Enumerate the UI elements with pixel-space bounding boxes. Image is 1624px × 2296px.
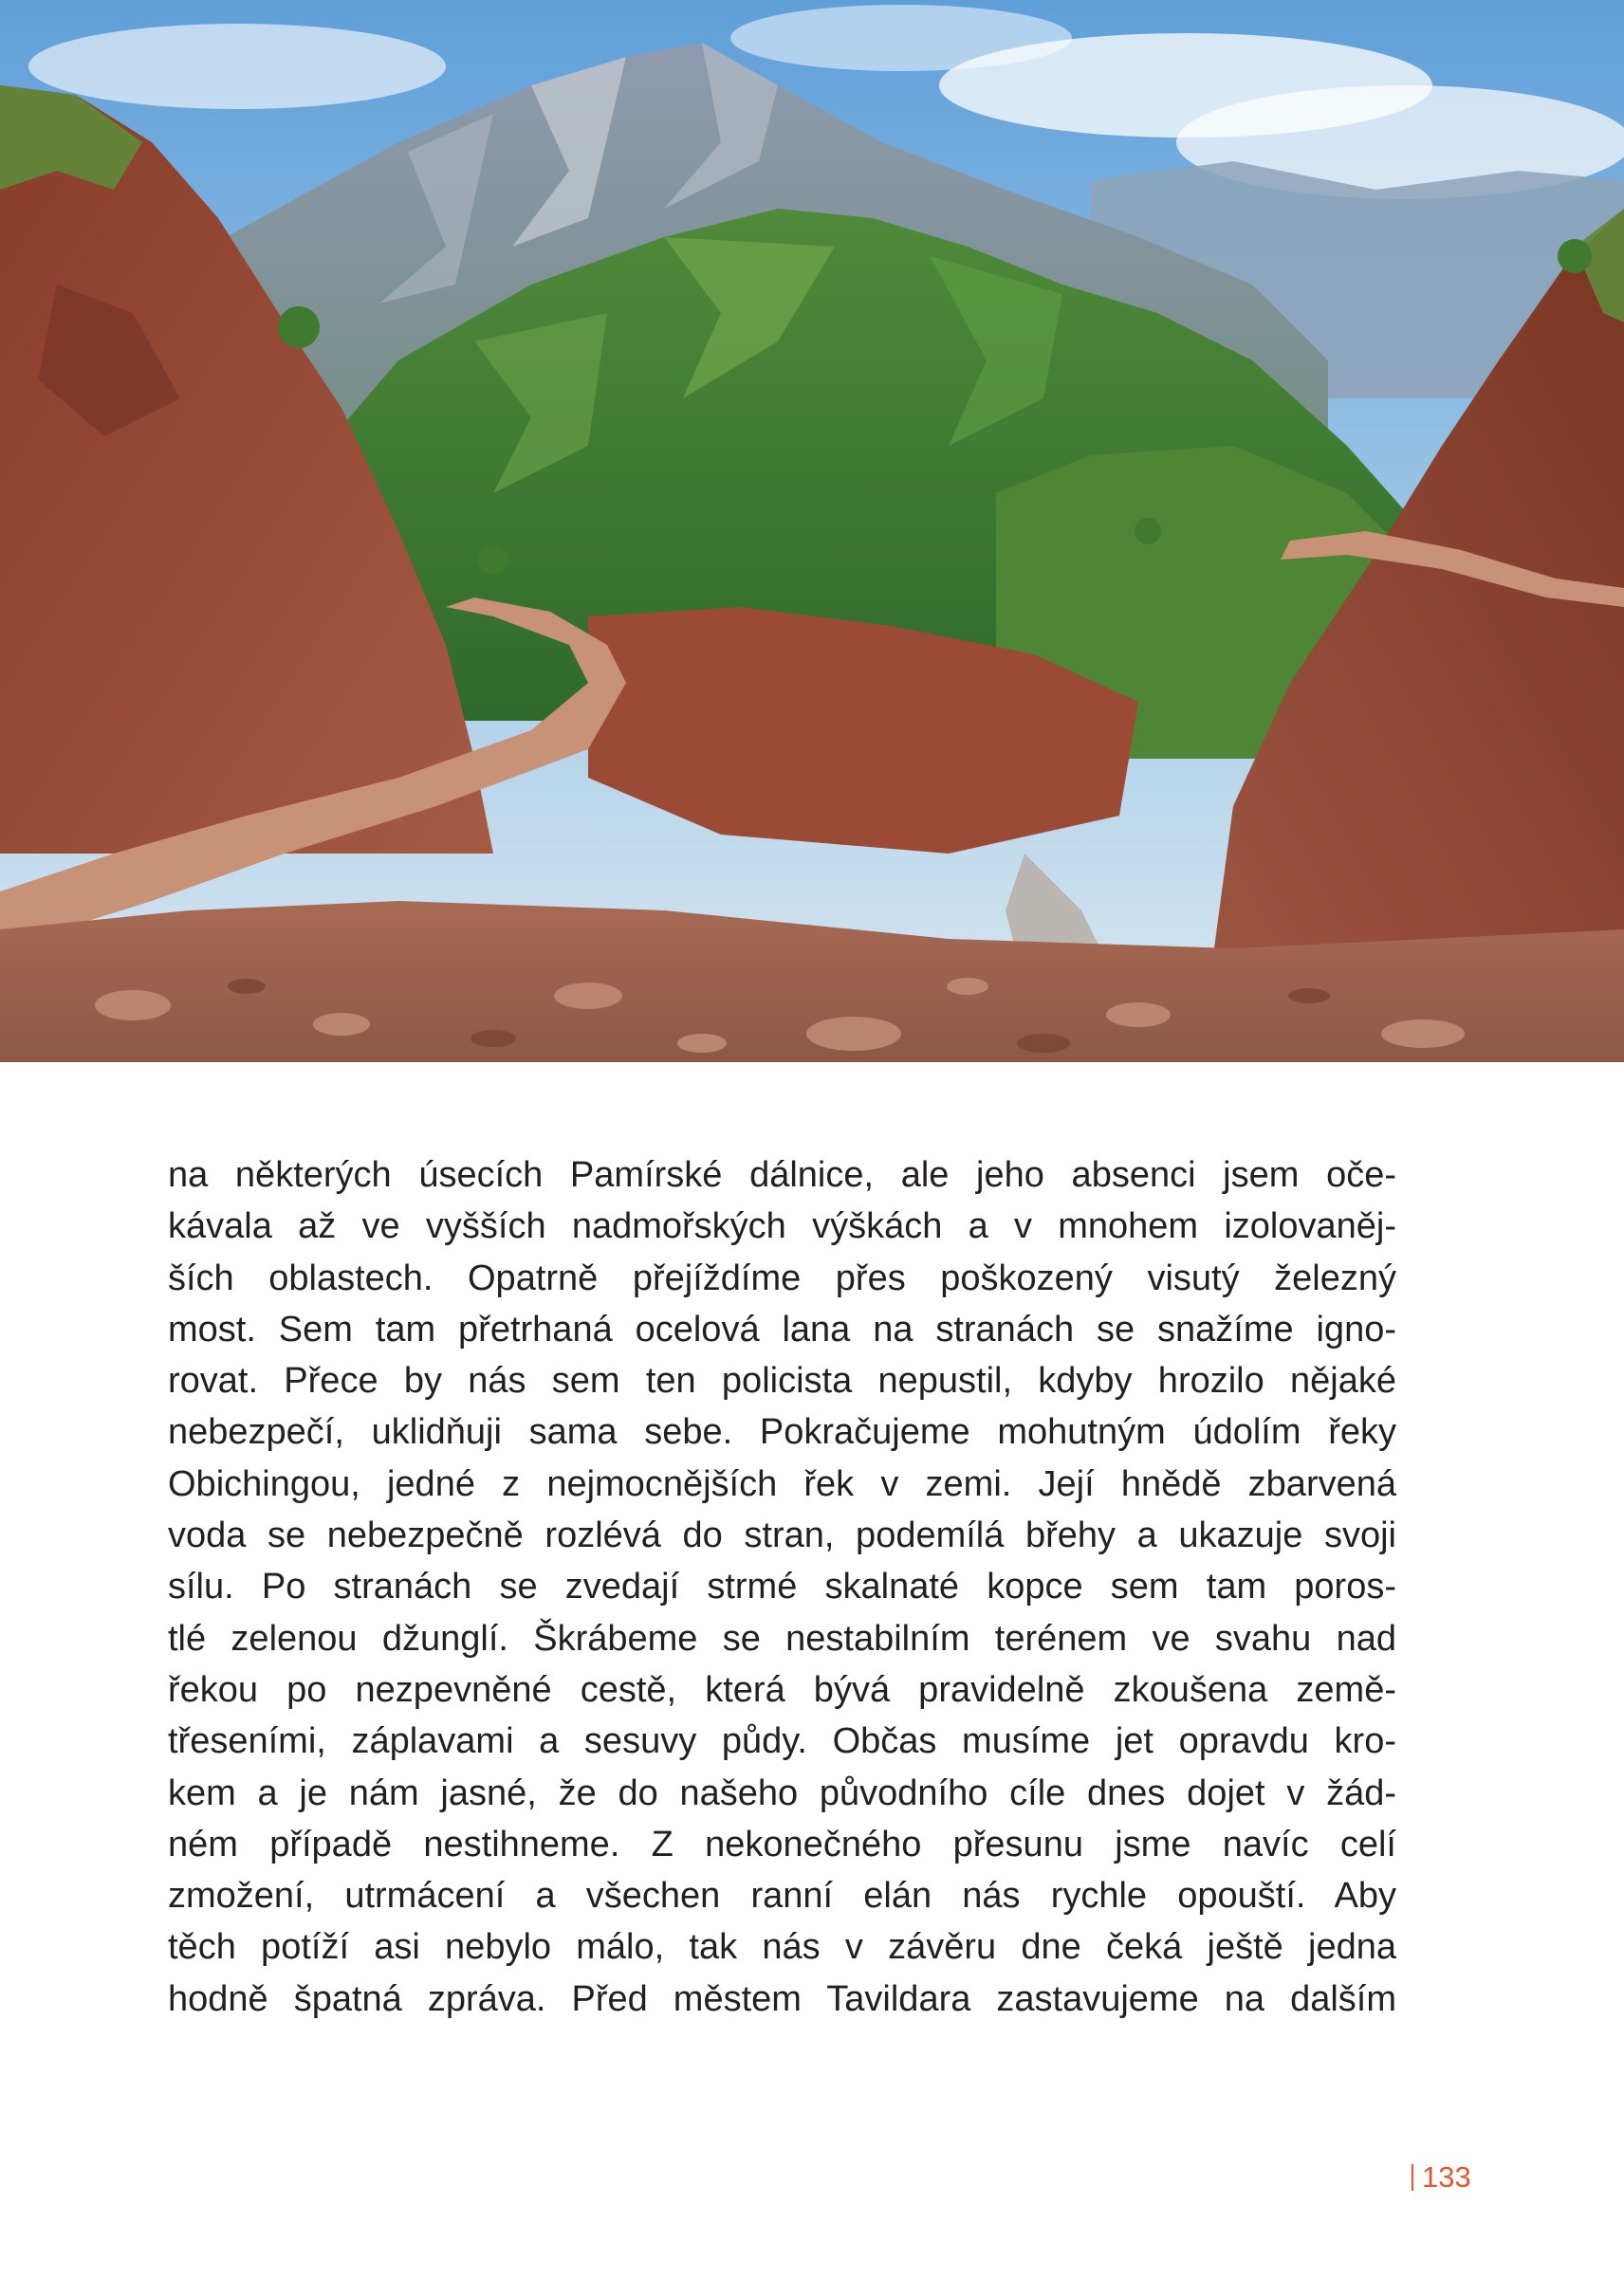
body-line: rovat. Přece by nás sem ten policista nepustil, kdyby hrozilo nějaké: [168, 1361, 1396, 1402]
body-line: nebezpečí, uklidňuji sama sebe. Pokračujeme mohutným údolím řeky: [168, 1412, 1396, 1453]
body-text: [168, 1149, 1396, 2025]
body-line: hodně špatná zpráva. Před městem Tavildara zastavujeme na dalším: [168, 1978, 1396, 2019]
body-line: kávala až ve vyšších nadmořských výškách a v mnohem izolovaněj-: [168, 1206, 1396, 1247]
page-number-divider: [1412, 2164, 1413, 2191]
body-line: třeseními, záplavami a sesuvy půdy. Občas musíme jet opravdu kro-: [168, 1721, 1396, 1762]
body-line: ších oblastech. Opatrně přejíždíme přes poškozený visutý železný: [168, 1258, 1396, 1298]
body-line: řekou po nezpevněné cestě, která bývá pravidelně zkoušena země-: [168, 1669, 1396, 1710]
page-number-value: 133: [1422, 2160, 1471, 2194]
body-line: ném případě nestihneme. Z nekonečného přesunu jsme navíc celí: [168, 1824, 1396, 1864]
mountain-landscape-photo: [0, 0, 1624, 1062]
body-line: těch potíží asi nebylo málo, tak nás v závěru dne čeká ještě jedna: [168, 1927, 1396, 1968]
body-line: Obichingou, jedné z nejmocnějších řek v zemi. Její hnědě zbarvená: [168, 1463, 1396, 1504]
body-line: most. Sem tam přetrhaná ocelová lana na stranách se snažíme igno-: [168, 1309, 1396, 1350]
body-line: voda se nebezpečně rozlévá do stran, podemílá břehy a ukazuje svoji: [168, 1515, 1396, 1556]
body-line: tlé zelenou džunglí. Škrábeme se nestabilním terénem ve svahu nad: [168, 1618, 1396, 1659]
body-line: na některých úsecích Pamírské dálnice, ale jeho absenci jsem oče-: [168, 1155, 1396, 1195]
body-line: zmožení, utrmácení a všechen ranní elán nás rychle opouští. Aby: [168, 1876, 1396, 1917]
body-line: sílu. Po stranách se zvedají strmé skalnaté kopce sem tam poros-: [168, 1567, 1396, 1607]
page-number: [1412, 2155, 1471, 2200]
body-line: kem a je nám jasné, že do našeho původního cíle dnes dojet v žád-: [168, 1773, 1396, 1813]
